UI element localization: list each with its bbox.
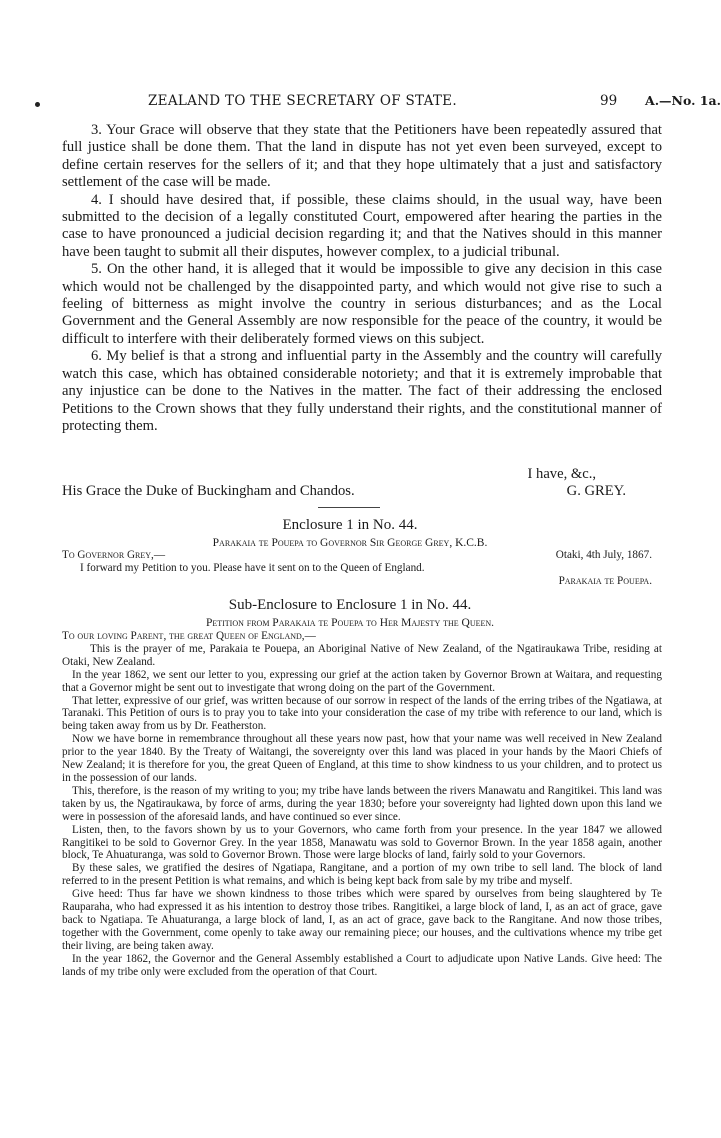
petition-salutation: To our loving Parent, the great Queen of England,— xyxy=(62,630,316,642)
paragraph-4: 4. I should have desired that, if possible, these claims should, in the usual way, have been submitted to the decision of a legally constituted Court, empowered after hearing the parties in the case to have pronounced a judicial decision regarding it; and that the Natives should in this manner have been taught to submit all their disputes, however complex, to a judicial tribunal. xyxy=(62,191,662,260)
petition-body xyxy=(62,630,662,978)
petition-paragraph: This is the prayer of me, Parakaia te Pouepa, an Aboriginal Native of New Zealand, of the Ngatiraukawa Tribe, residing at Otaki, New Zealand. xyxy=(62,642,662,668)
enclosure-salutation: To Governor Grey,— xyxy=(62,549,166,561)
petition-paragraph: That letter, expressive of our grief, was written because of our sorrow in respect of the lands of the erring tribes of the Ngatiawa, at Taranaki. This Petition of ours is to pray you to take into your consideration the case of my tribe with reference to our land, which is being taken away from us by Dr. Featherston. xyxy=(62,694,662,733)
petition-paragraph: In the year 1862, we sent our letter to you, expressing our grief at the action taken by Governor Brown at Waitara, and requesting that a Governor might be sent out to investigate that wrong doing on the part of the Government. xyxy=(62,668,662,694)
running-title: ZEALAND TO THE SECRETARY OF STATE. xyxy=(148,93,457,109)
enclosure-letter xyxy=(62,549,662,588)
petition-paragraph: Now we have borne in remembrance throughout all these years now past, how that your name was well received in New Zealand prior to the year 1840. By the Treaty of Waitangi, the sovereignty over this land was placed in your hands by the Maori Chiefs of New Zealand; it is therefore for you, the great Queen of England, at this time to show kindness to us your children, and to protect us in the possession of our lands. xyxy=(62,733,662,784)
enclosure-subtitle: Parakaia te Pouepa to Governor Sir George Grey, K.C.B. xyxy=(212,537,488,549)
petition-paragraph: By these sales, we gratified the desires of Ngatiapa, Rangitane, and a portion of my own tribe to sell land. The block of land referred to in the present Petition is what remains, and which is being kept back from sale by my tribe and myself. xyxy=(62,862,662,888)
page-number: 99 xyxy=(600,93,618,109)
petition-paragraph: Listen, then, to the favors shown by us to your Governors, who came forth from your presence. In the year 1847 we allowed Rangitikei to be sold to Governor Grey. In the year 1858, Manawatu was sold to Governor Brown. In the year 1858 again, another block, Te Ahuaturanga, was sold to Governor Brown. Those were large blocks of land, fairly sold to your Governors. xyxy=(62,823,662,862)
petition-paragraph: This, therefore, is the reason of my writing to you; my tribe have lands between the rivers Manawatu and Rangitikei. This land was taken by us, the Ngatiraukawa, by force of arms, during the year 1830; before your sovereignty had lighted down upon this land we were in possession of the aforesaid lands, and have continued so ever since. xyxy=(62,784,662,823)
signature: G. GREY. xyxy=(566,483,626,499)
paragraph-5: 5. On the other hand, it is alleged that it would be impossible to give any decision in this case which would not be challenged by the disappointed party, and which would not give rise to such a feeling of bitterness as might involve the country in serious disturbances; and as the Local Government and the General Assembly are now responsible for the peace of the country, it would be difficult to interfere with their deliberately formed views on this subject. xyxy=(62,261,662,347)
paragraph-3: 3. Your Grace will observe that they state that the Petitioners have been repeatedly assured that full justice shall be done them. That the land in dispute has not yet even been surveyed, except to define certain reserves for the sellers of it; and that they hope ultimately that a just and satisfactory settlement of the case will be made. xyxy=(62,122,662,191)
petition-paragraph: Give heed: Thus far have we shown kindness to those tribes which were spared by ourselves from being slaughtered by Te Rauparaha, who had expressed it as his intention to destroy those tribes. Rangitikei, a large block of land, I, as an act of grace, gave back to Ngatiapa. Te Ahuaturanga, a large block of land, I, as an act of grace, gave back to the Rangitane. And now those tribes, together with the Government, come openly to take away our remaining piece; our houses, and the cultivations whence my tribe get their living, are being taken away. xyxy=(62,888,662,952)
sub-enclosure-title: Sub-Enclosure to Enclosure 1 in No. 44. xyxy=(228,597,472,613)
petition-paragraph: In the year 1862, the Governor and the General Assembly established a Court to adjudicate upon Native Lands. Give heed: The lands of my tribe only were excluded from the operation of that Court. xyxy=(62,952,662,978)
closing-phrase: I have, &c., xyxy=(527,466,596,482)
despatch-body xyxy=(62,122,662,435)
enclosure-place-date: Otaki, 4th July, 1867. xyxy=(555,549,652,561)
section-divider xyxy=(318,507,380,508)
document-reference: A.—No. 1a. xyxy=(645,93,721,108)
running-header xyxy=(60,93,721,113)
sub-enclosure-subtitle: Petition from Parakaia te Pouepa to Her Majesty the Queen. xyxy=(205,617,495,629)
paragraph-6: 6. My belief is that a strong and influential party in the Assembly and the country will carefully watch this case, which has obtained considerable notoriety; and that it is extremely improbable that any injustice can be done to the Natives in the matter. The fact of their addressing the enclosed Petitions to the Crown shows that they fully understand their rights, and the constitutional manner of protecting them. xyxy=(62,348,662,434)
margin-bullet-mark xyxy=(35,102,40,107)
enclosure-signature: Parakaia te Pouepa. xyxy=(558,574,652,587)
addressee: His Grace the Duke of Buckingham and Chandos. xyxy=(62,483,355,499)
enclosure-title: Enclosure 1 in No. 44. xyxy=(282,517,418,533)
despatch-signature-block xyxy=(62,466,662,500)
enclosure-body: I forward my Petition to you. Please have it sent on to the Queen of England. xyxy=(80,561,425,574)
